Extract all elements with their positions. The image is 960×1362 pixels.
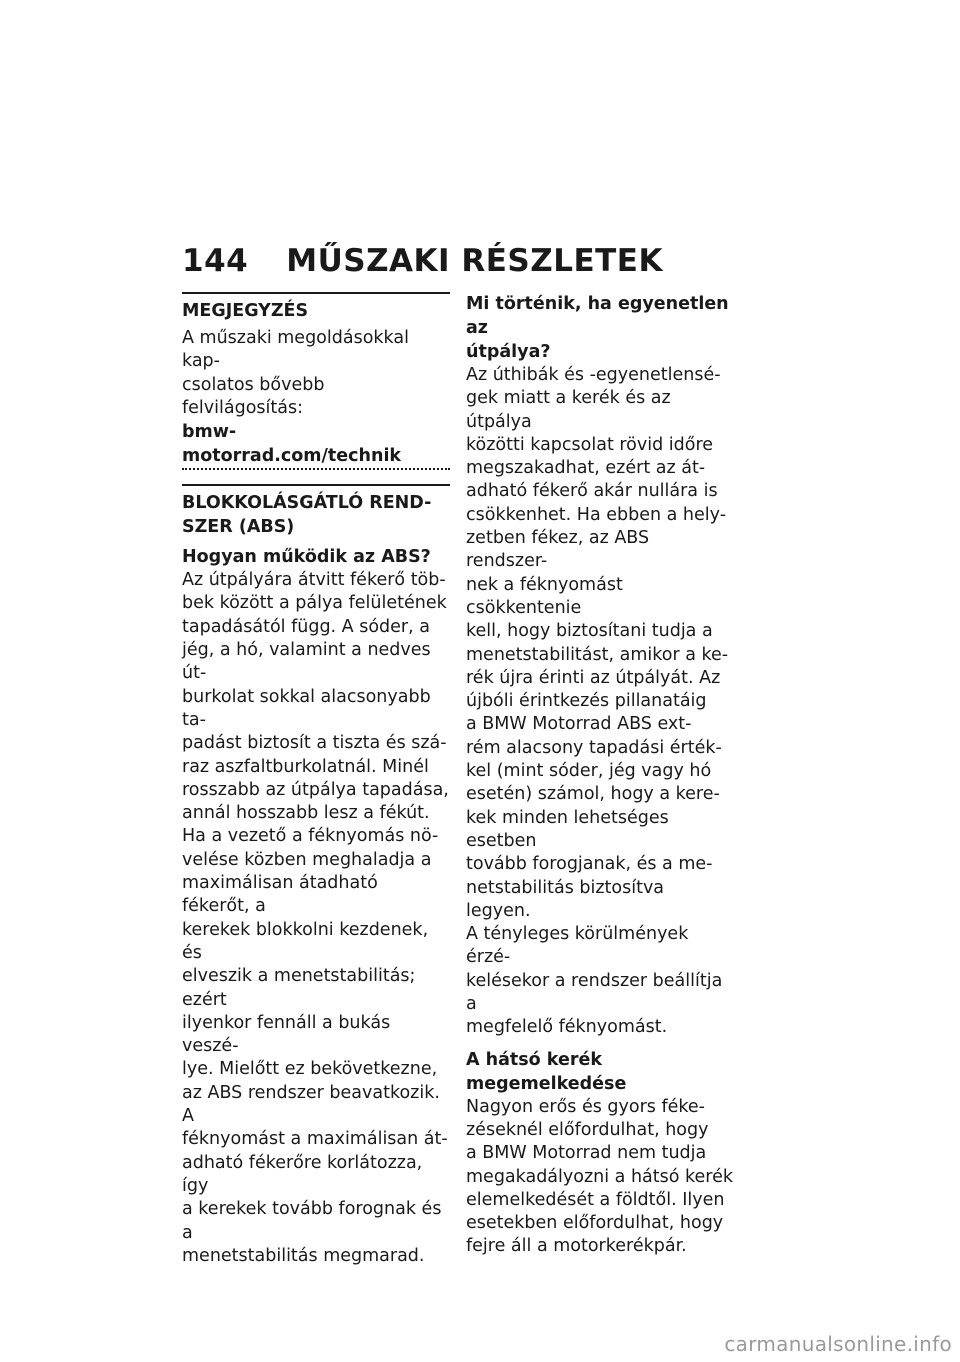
rear-lift-text: Nagyon erős és gyors féke- zéseknél előfordulhat, hogy a BMW Motorrad nem tudja megakadályozni a hátsó kerék elemelkedését a földtől. Ilyen esetekben előfordulhat, hogy fejre áll a motorkerékpár.: [466, 1096, 733, 1257]
abs-top-rule: [182, 484, 450, 486]
abs-section-title: BLOKKOLÁSGÁTLÓ REND- SZER (ABS): [182, 493, 432, 538]
left-column: [182, 292, 450, 1268]
abs-how-title: Hogyan működik az ABS?: [182, 547, 431, 568]
note-box: [182, 292, 450, 470]
abs-how-text: Az útpályára átvitt fékerő töb- bek között a pálya felületének tapadásától függ. A sóder, a jég, a hó, valamint a nedves út- burkolat sokkal alacsonyabb ta- padást biztosít a tiszta és szá- raz aszfaltburkolatnál. Minél rosszabb az útpálya tapadása, annál hosszabb lesz a fékút. Ha a vezető a féknyomás nö- velése közben meghaladja a maximálisan átadható fékerőt, a kerekek blokkolni kezdenek, és elveszik a menetstabilitás; ezért ilyenkor fennáll a bukás veszé- lye. Mielőtt ez bekövetkezne, az ABS rendszer beavatkozik. A féknyomást a maximálisan át- adható fékerőre korlátozza, így a kerekek tovább forognak és a menetstabilitás megmarad.: [182, 570, 449, 1266]
uneven-road-title: Mi történik, ha egyenetlen az útpálya?: [466, 294, 729, 362]
page-title: MŰSZAKI RÉSZLETEK: [286, 243, 664, 279]
page-header: [182, 243, 663, 279]
uneven-road-text: Az úthibák és -egyenetlensé- gek miatt a kerék és az útpálya közötti kapcsolat rövid időre megszakadhat, ezért az át- adható fékerő akár nullára is csökkenhet. Ha ebben a hely- zetben fékez, az ABS rendszer- nek a féknyomást csökkentenie kell, hogy biztosítani tudja a menetstabilitást, amikor a ke- rék újra érinti az útpályát. Az újbóli érintkezés pillanatáig a BMW Motorrad ABS ext- rém alacsony tapadási érték- kel (mint sóder, jég vagy hó esetén) számol, hogy a kere- kek minden lehetséges esetben tovább forogjanak, és a me- netstabilitás biztosítva legyen. A tényleges körülmények érzé- kelésekor a rendszer beállítja a megfelelő féknyomást.: [466, 365, 729, 1038]
note-title: MEGJEGYZÉS: [182, 301, 309, 321]
page-number: 144: [182, 243, 249, 279]
rear-lift-title: A hátsó kerék megemelkedése: [466, 1049, 627, 1094]
technik-link[interactable]: bmw-motorrad.com/technik: [182, 420, 450, 470]
watermark: carmanualsonline.info: [724, 1332, 952, 1356]
note-top-rule: [182, 292, 450, 294]
right-column: [466, 292, 734, 1259]
note-text: A műszaki megoldásokkal kap- csolatos bővebb felvilágosítás:: [182, 328, 409, 418]
